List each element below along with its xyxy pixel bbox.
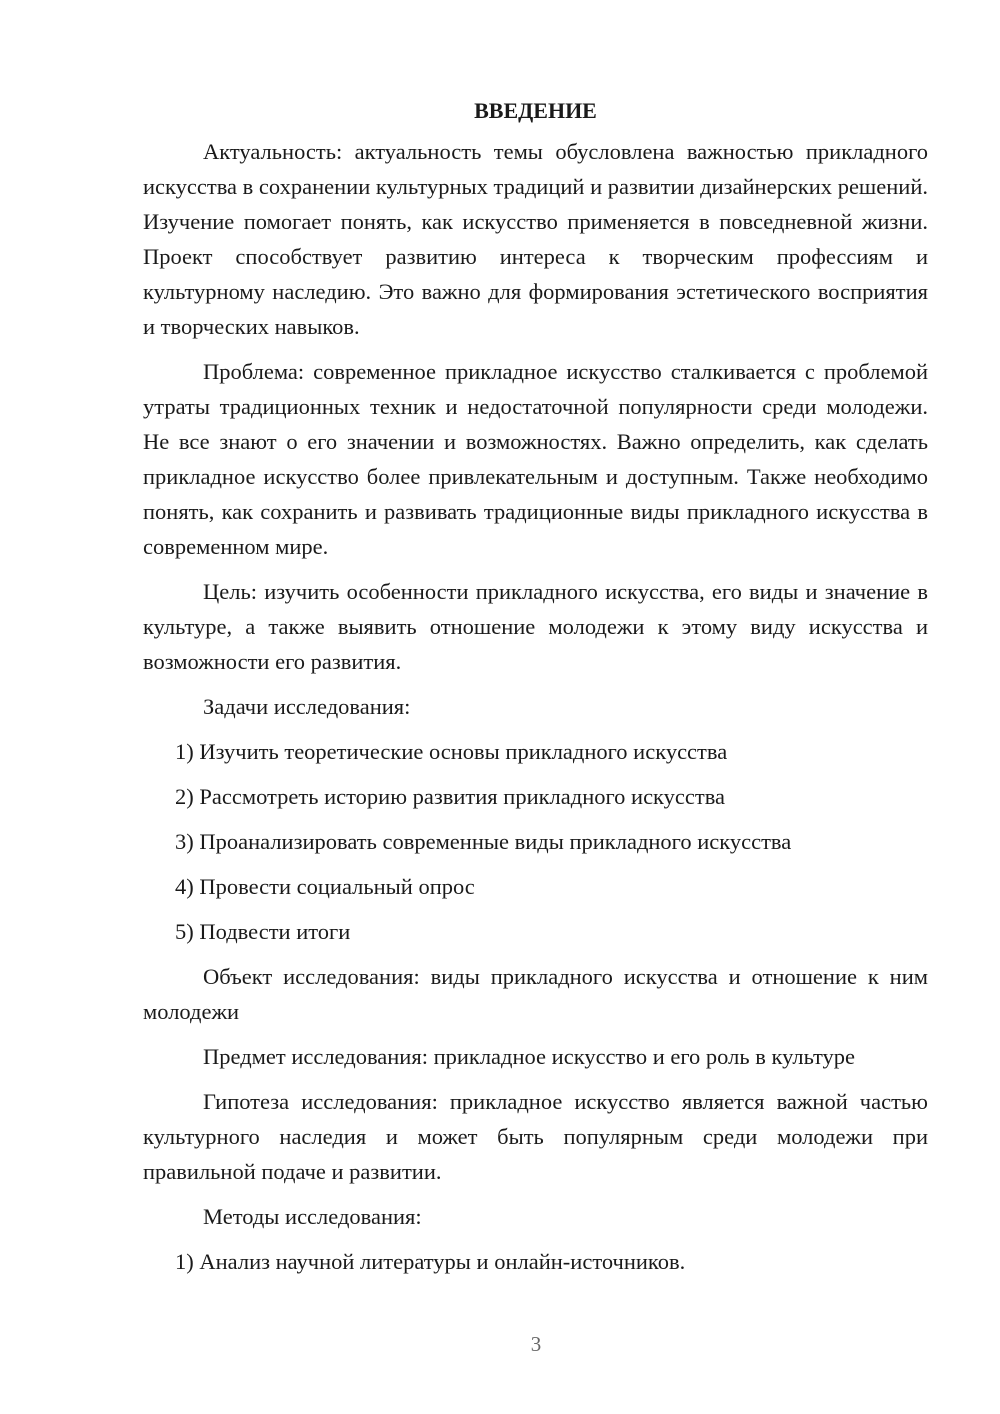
methods-heading: Методы исследования:	[203, 1204, 422, 1229]
page-title: ВВЕДЕНИЕ	[474, 98, 597, 123]
task-item: 3) Проанализировать современные виды прикладного искусства	[175, 829, 792, 854]
subject-paragraph: Предмет исследования: прикладное искусство и его роль в культуре	[203, 1044, 856, 1069]
hypothesis-paragraph: Гипотеза исследования: прикладное искусство является важной частью культурного наследия и может быть популярным среди молодежи при правильной подаче и развитии.	[143, 1089, 928, 1184]
task-item: 2) Рассмотреть историю развития прикладного искусства	[175, 784, 726, 809]
page-number: 3	[530, 1332, 542, 1356]
method-item: 1) Анализ научной литературы и онлайн-источников.	[175, 1249, 686, 1274]
task-item: 1) Изучить теоретические основы прикладного искусства	[175, 739, 728, 764]
object-paragraph: Объект исследования: виды прикладного искусства и отношение к ним молодежи	[143, 964, 928, 1024]
goal-paragraph: Цель: изучить особенности прикладного искусства, его виды и значение в культуре, а также выявить отношение молодежи к этому виду искусства и возможности его развития.	[143, 579, 928, 674]
task-item: 5) Подвести итоги	[175, 919, 351, 944]
tasks-heading: Задачи исследования:	[203, 694, 411, 719]
relevance-paragraph: Актуальность: актуальность темы обусловлена важностью прикладного искусства в сохранении культурных традиций и развитии дизайнерских решений. Изучение помогает понять, как искусство применяется в повседневной жизни. Проект способствует развитию интереса к творческим профессиям и культурному наследию. Это важно для формирования эстетического восприятия и творческих навыков.	[143, 139, 928, 339]
page-content	[143, 93, 928, 1289]
task-item: 4) Провести социальный опрос	[175, 874, 475, 899]
problem-paragraph: Проблема: современное прикладное искусство сталкивается с проблемой утраты традиционных техник и недостаточной популярности среди молодежи. Не все знают о его значении и возможностях. Важно определить, как сделать прикладное искусство более привлекательным и доступным. Также необходимо понять, как сохранить и развивать традиционные виды прикладного искусства в современном мире.	[143, 359, 928, 559]
